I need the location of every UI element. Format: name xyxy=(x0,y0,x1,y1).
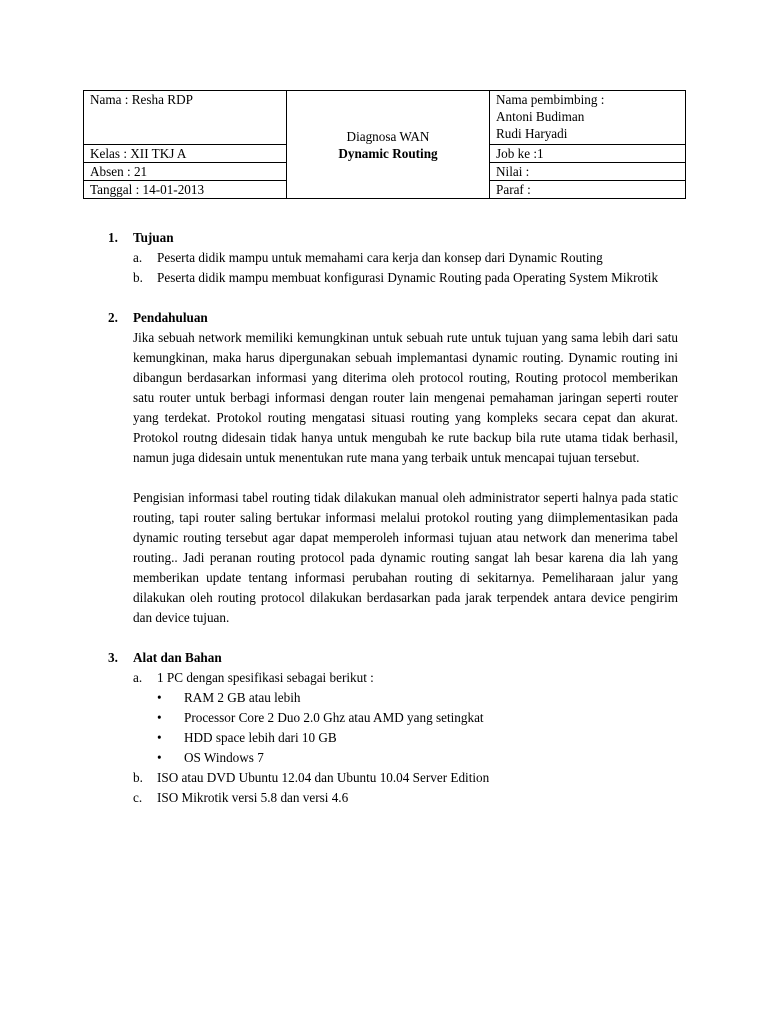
section-heading xyxy=(108,648,678,668)
spec-bullet-list xyxy=(133,688,678,768)
list-text: Peserta didik mampu membuat konfigurasi Dynamic Routing pada Operating System Mikrotik xyxy=(157,270,659,285)
bullet-text: Processor Core 2 Duo 2.0 Ghz atau AMD yang setingkat xyxy=(184,710,484,725)
section-title: Pendahuluan xyxy=(133,310,208,325)
pembimbing-cell xyxy=(490,91,686,145)
title-cell xyxy=(287,91,490,199)
section-heading xyxy=(108,228,678,248)
section-content xyxy=(133,248,678,288)
bullet-icon: • xyxy=(157,730,162,745)
list-label: b. xyxy=(133,770,143,785)
pembimbing-name-1: Antoni Budiman xyxy=(496,109,585,124)
tanggal-cell: Tanggal : 14-01-2013 xyxy=(84,181,287,199)
topic-title: Dynamic Routing xyxy=(338,145,438,161)
bullet-icon: • xyxy=(157,710,162,725)
bullet-item xyxy=(133,748,678,768)
paragraph: Pengisian informasi tabel routing tidak dilakukan manual oleh administrator seperti halnya pada static routing, tapi router saling bertukar informasi melalui protokol routing yang diimplementasikan pada dynamic routing tersebut agar dapat memperoleh informasi tujuan atau network dan menerima tabel routing.. Jadi peranan routing protocol pada dynamic routing sangat lah besar karena dia lah yang memberikan update tentang informasi perubahan routing di sekitarnya. Pemeliharaan jalur yang dilakukan oleh routing protocol dilakukan berdasarkan pada jarak terpendek antara device pengirim dan device tujuan. xyxy=(133,490,678,625)
absen-cell: Absen : 21 xyxy=(84,163,287,181)
list-label: a. xyxy=(133,670,143,685)
job-cell: Job ke :1 xyxy=(490,145,686,163)
section-number: 2. xyxy=(108,310,118,325)
list-item xyxy=(133,668,678,688)
list-item xyxy=(133,788,678,808)
list-item xyxy=(133,268,678,288)
bullet-text: RAM 2 GB atau lebih xyxy=(184,690,301,705)
section-heading xyxy=(108,308,678,328)
document-body xyxy=(108,228,678,828)
pembimbing-label: Nama pembimbing : xyxy=(496,92,605,107)
bullet-item xyxy=(133,728,678,748)
list-text: ISO atau DVD Ubuntu 12.04 dan Ubuntu 10.04 Server Edition xyxy=(157,770,490,785)
list-label: c. xyxy=(133,790,143,805)
kelas-cell: Kelas : XII TKJ A xyxy=(84,145,287,163)
list-text: ISO Mikrotik versi 5.8 dan versi 4.6 xyxy=(157,790,349,805)
section-content xyxy=(133,328,678,628)
list-item xyxy=(133,248,678,268)
paragraph: Jika sebuah network memiliki kemungkinan untuk sebuah rute untuk tujuan yang sama lebih dari satu kemungkinan, maka harus dipergunakan sebuah implemantasi dynamic routing. Dynamic routing ini dibangun berdasarkan informasi yang diterima oleh protocol routing, Routing protocol memberikan satu router untuk berbagi informasi dengan router lain mengenai pemahaman jaringan seperti router yang terdekat. Protokol routing mengatasi situasi routing yang kompleks secara cepat dan akurat. Protokol routng didesain tidak hanya untuk mengubah ke rute backup bila rute utama tidak berhasil, namun juga didesain untuk menentukan rute mana yang terbaik untuk mencapai tujuan tersebut. xyxy=(133,330,678,465)
list-label: b. xyxy=(133,270,143,285)
bullet-item xyxy=(133,688,678,708)
bullet-icon: • xyxy=(157,750,162,765)
list-label: a. xyxy=(133,250,143,265)
section-alat-bahan xyxy=(108,648,678,808)
nilai-cell: Nilai : xyxy=(490,163,686,181)
section-number: 3. xyxy=(108,650,118,665)
paraf-cell: Paraf : xyxy=(490,181,686,199)
header-table xyxy=(83,90,686,199)
section-pendahuluan xyxy=(108,308,678,628)
section-content xyxy=(133,668,678,808)
bullet-text: OS Windows 7 xyxy=(184,750,264,765)
section-tujuan xyxy=(108,228,678,288)
subject-title: Diagnosa WAN xyxy=(346,128,430,144)
list-text: 1 PC dengan spesifikasi sebagai berikut : xyxy=(157,670,374,685)
list-item xyxy=(133,768,678,788)
list-text: Peserta didik mampu untuk memahami cara kerja dan konsep dari Dynamic Routing xyxy=(157,250,603,265)
bullet-item xyxy=(133,708,678,728)
section-title: Tujuan xyxy=(133,230,174,245)
section-title: Alat dan Bahan xyxy=(133,650,222,665)
nama-cell: Nama : Resha RDP xyxy=(84,91,287,145)
section-number: 1. xyxy=(108,230,118,245)
bullet-text: HDD space lebih dari 10 GB xyxy=(184,730,337,745)
bullet-icon: • xyxy=(157,690,162,705)
pembimbing-name-2: Rudi Haryadi xyxy=(496,126,568,141)
